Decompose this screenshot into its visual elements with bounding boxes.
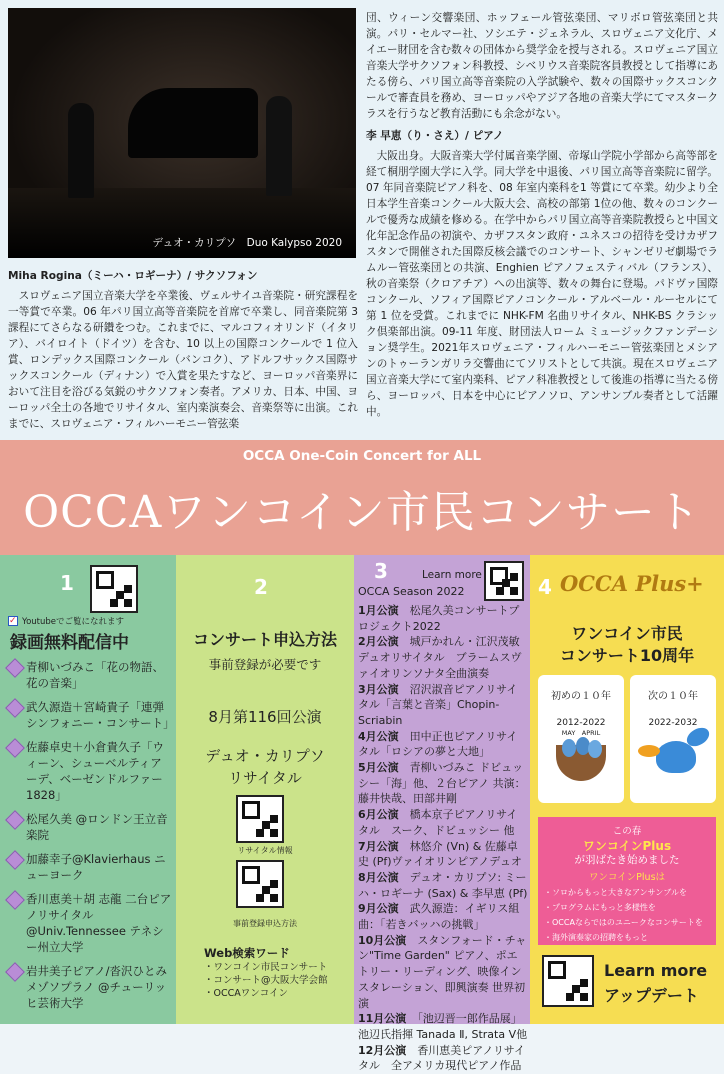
photo-caption: デュオ・カリプソ Duo Kalypso 2020 bbox=[152, 237, 342, 249]
list-item[interactable]: 武久源造＋宮崎貴子「連弾シンフォニー・コンサート」 bbox=[8, 699, 172, 731]
qr-code[interactable] bbox=[484, 561, 524, 601]
event-item bbox=[358, 933, 528, 1012]
event-text: 田中正也ピアノリサイタル「ロシアの夢と大地」 bbox=[358, 729, 518, 759]
event-text: デュオ・カリプソ: ミーハ・ロギーナ (Sax) & 李早恵 (Pf) bbox=[358, 870, 528, 900]
qr-label-registration: 事前登録申込方法 bbox=[233, 919, 297, 928]
event-month: 12月公演 bbox=[358, 1043, 407, 1057]
panel-number: 2 bbox=[254, 575, 268, 599]
list-item[interactable]: 松尾久美 @ロンドン王立音楽院 bbox=[8, 811, 172, 843]
panel-number: 1 bbox=[60, 571, 74, 595]
event-month: 2月公演 bbox=[358, 635, 399, 649]
first-decade-months: MAY APRIL bbox=[561, 729, 601, 737]
first-decade-label: 初めの１０年 bbox=[551, 691, 611, 702]
nest-eggs-icon bbox=[556, 745, 606, 781]
panel-number: 4 bbox=[538, 575, 552, 599]
qr-code-recital[interactable] bbox=[236, 795, 284, 843]
event-month: 7月公演 bbox=[358, 839, 399, 853]
concert-number: 8月第116回公演 bbox=[208, 708, 322, 726]
plus-bullet: ・プログラムにもっと多様性を bbox=[544, 903, 656, 912]
next-decade-label: 次の１０年 bbox=[648, 691, 698, 702]
qr-code-registration[interactable] bbox=[236, 860, 284, 908]
event-text: 林悠介 (Vn) & 佐藤卓史 (Pf)ヴァイオリンピアノデュオ bbox=[358, 839, 522, 869]
right-column bbox=[366, 10, 718, 420]
plus-announcement bbox=[538, 817, 716, 945]
event-item bbox=[358, 760, 528, 807]
learn-more-label[interactable]: Learn more bbox=[422, 569, 482, 581]
event-text: 沼沢淑音ピアノリサイタル「言葉と音楽」Chopin-Scriabin bbox=[358, 682, 518, 727]
search-term: ・ワンコイン市民コンサート bbox=[204, 962, 328, 973]
list-item[interactable]: 青柳いづみこ「花の物語、花の音楽」 bbox=[8, 659, 172, 691]
event-text: 城戸かれん・江沢茂敏デュオリサイタル ブラームスヴァイオリンソナタ全曲演奏 bbox=[358, 635, 522, 680]
panel-application bbox=[176, 555, 354, 1024]
panel-occa-plus bbox=[530, 555, 724, 1024]
streaming-title: 録画無料配信中 bbox=[10, 633, 129, 653]
rogina-bio-cont: 団、ウィーン交響楽団、ホッフェール管弦楽団、マリボロ管弦楽団と共演。パリ・セルマー社、ソシエテ・ジェネラル、スロヴェニア文化庁、メイエー財団を含む数々の団体から奨学金を授与される。スロヴェニア国立音楽大学サクソフォン科教授、シベリウス音楽院客員教授として指導にあたる傍ら、パリ国立高等音楽院の入学試験や、数々の国際サックスコンクールで審査員を務め、ヨーロッパやアジア各地の音楽大学にてマスタークラスを行うなど教育活動にも余念がない。 bbox=[366, 12, 718, 120]
event-month: 5月公演 bbox=[358, 761, 399, 775]
list-item[interactable]: 加藤幸子@Klavierhaus ニューヨーク bbox=[8, 851, 172, 883]
list-item[interactable]: 香川恵美＋胡 志龍 二台ピアノリサイタル @Univ.Tennessee テネシー州立大学 bbox=[8, 891, 172, 955]
next-decade-box bbox=[630, 675, 716, 803]
recital-title-1: デュオ・カリプソ bbox=[205, 747, 325, 765]
event-item bbox=[358, 870, 528, 901]
title-band bbox=[0, 440, 724, 555]
event-list bbox=[358, 603, 528, 1074]
panel-number: 3 bbox=[374, 559, 388, 583]
anniversary-title-2: コンサート10周年 bbox=[559, 646, 695, 665]
plus-subtitle: ワンコインPlusは bbox=[588, 872, 666, 883]
rogina-bio: スロヴェニア国立音楽大学を卒業後、ヴェルサイユ音楽院・研究課程を一等賞で卒業。06 年パリ国立高等音楽院を首席で卒業し、同音楽院第 3 課程にてさらなる研鑽をつむ。これまでに、マルコフィオリンド（イタリア）、バイロイト（ドイツ）を含む、10 以上の国際コンクールで 1 位入賞、ロンデックス国際コンクール（バンコク）、アドルフサックス国際サックスコンクール（ディナン）で入賞を果たすなど、ヨーロッパ音楽界において注目を浴びる気鋭のサクソフォン奏者。アメリカ、日本、中国、ヨーロッパ全土の各地でリサイタル、室内楽演奏会、音楽祭等に出演。これまでに、スロヴェニア・フィルハーモニー管弦楽 bbox=[8, 290, 358, 430]
plus-flight: が羽ばたき始めました bbox=[574, 854, 680, 866]
first-decade-years: 2012-2022 bbox=[556, 718, 606, 728]
saxophonist-figure bbox=[266, 96, 292, 196]
event-text: 橋本京子ピアノリサイタル スーク、ドビュッシー 他 bbox=[358, 808, 518, 837]
lee-name: 李 早恵（り・さえ）/ ピアノ bbox=[366, 130, 504, 142]
event-text: 武久源造：イギリス組曲：「若きバッハの挑戦」 bbox=[358, 902, 520, 932]
event-text: 「池辺晋一郎作品展」池辺氏指揮 Tanada Ⅱ, Strata Ⅴ他 bbox=[358, 1012, 528, 1041]
learn-more-label[interactable]: Learn more bbox=[604, 961, 708, 980]
search-term: ・OCCAワンコイン bbox=[204, 988, 288, 999]
event-item bbox=[358, 807, 528, 838]
event-month: 11月公演 bbox=[358, 1012, 407, 1026]
recital-title-2: リサイタル bbox=[228, 769, 302, 787]
recording-list bbox=[8, 659, 175, 1019]
event-item bbox=[358, 634, 528, 681]
panel-streaming bbox=[0, 555, 176, 1024]
update-label: アップデート bbox=[604, 986, 699, 1005]
event-item bbox=[358, 1043, 528, 1074]
event-text: 松尾久美コンサートプロジェクト2022 bbox=[358, 604, 520, 633]
event-item bbox=[358, 1011, 528, 1042]
event-item bbox=[358, 603, 528, 634]
spring-label: この春 bbox=[612, 826, 642, 837]
qr-code[interactable] bbox=[542, 955, 594, 1007]
search-term: ・コンサート@大阪大学会館 bbox=[204, 975, 328, 986]
event-text: 青柳いづみこ ドビュッシー「海」他、２台ピアノ 共演：藤井快哉、田部井剛 bbox=[358, 761, 526, 806]
application-title: コンサート申込方法 bbox=[192, 630, 337, 649]
bird-icon bbox=[656, 741, 696, 773]
piano-image bbox=[128, 88, 258, 158]
checkbox-icon: ✓ bbox=[9, 616, 17, 626]
qr-label-recital: リサイタル情報 bbox=[237, 846, 293, 855]
plus-bullet: ・海外演奏家の招聘をもっと bbox=[544, 933, 648, 942]
plus-bullet: ・OCCAならではのユニークなコンサートを bbox=[544, 918, 703, 927]
list-item[interactable]: 佐藤卓史＋小倉貴久子「ウィーン、シューベルティアーデ、ベーゼンドルファー1828」 bbox=[8, 739, 172, 803]
top-section bbox=[0, 0, 724, 440]
anniversary-title-1: ワンコイン市民 bbox=[571, 624, 683, 643]
event-month: 3月公演 bbox=[358, 682, 399, 696]
occa-plus-logo: OCCA Plus+ bbox=[560, 571, 704, 596]
event-text: スタンフォード・チャン"Time Garden" ピアノ、ポエトリー・リーディング、映像インスタレーション、即興演奏 世界初演 bbox=[358, 933, 527, 1010]
event-item bbox=[358, 682, 528, 729]
panel-season bbox=[354, 555, 530, 1073]
event-month: 4月公演 bbox=[358, 729, 399, 743]
event-text: 香川恵美ピアノリサイタル 全アメリカ現代ピアノ作品 bbox=[358, 1043, 526, 1073]
next-decade-years: 2022-2032 bbox=[648, 718, 698, 728]
registration-note: 事前登録が必要です bbox=[208, 657, 322, 672]
duo-photo bbox=[8, 8, 356, 258]
lee-bio: 大阪出身。大阪音楽大学付属音楽学園、帝塚山学院小学部から高等部を経て桐朋学園大学に入学。同大学を中退後、パリ国立高等音楽院に留学。07 年同音楽院ピアノ科を、08 年室内楽科を1 等賞にて卒業。幼少より全日本学生音楽コンクール大阪大会、高校の部第 1位の他、数々のコンクールで優秀な成績を修める。在学中からパリ国立高等音楽院教授らと中国文化年記念作品の初演や、カザフスタン政府・ユネスコの招待を受けカザフスタンで開催された国際反核会議でのコンサート、シャンゼリゼ劇場でラムルー管弦楽団との共演、Enghien ピアノフェスティバル（フランス）、秋の音楽祭（クロアチア）への出演等、数々の舞台に登場。パドヴァ国際コンクール、ソフィア国際ピアノコンクール・アルベール・ルーセルにて第 1 位を受賞。これまでに NHK-FM 名曲リサイタル、NHK-BS クラシック倶楽部出演。09-11 年度、財団法人ローム ミュージックファンデーション奨学生。2021年スロヴェニア・フィルハーモニー管弦楽団とメシアンのトゥーランガリラ交響曲にてソリストとして共演。現在スロヴェニア国立音楽大学にて室内楽科、ピアノ科准教授として後進の指導に当たる傍ら、ヨーロッパ、日本を中心にピアノソロ、アンサンブル奏者として活躍中。 bbox=[366, 150, 718, 418]
event-item bbox=[358, 729, 528, 760]
plus-bullet: ・ソロからもっと大きなアンサンブルを bbox=[544, 888, 687, 897]
event-month: 8月公演 bbox=[358, 870, 399, 884]
pianist-figure bbox=[68, 103, 94, 198]
band-title: OCCAワンコイン市民コンサート bbox=[23, 487, 701, 538]
event-month: 9月公演 bbox=[358, 902, 399, 916]
youtube-note: Youtubeでご覧になれます bbox=[22, 617, 124, 627]
plus-title: ワンコインPlus bbox=[582, 839, 672, 853]
web-search-title: Web検索ワード bbox=[204, 946, 290, 960]
left-column bbox=[8, 262, 358, 432]
first-decade-box bbox=[538, 675, 624, 803]
list-item[interactable]: 岩井美子ピアノ/沓沢ひとみメゾソプラノ @チューリッヒ芸術大学 bbox=[8, 963, 172, 1011]
event-item bbox=[358, 901, 528, 932]
rogina-name: Miha Rogina（ミーハ・ロギーナ）/ サクソフォン bbox=[8, 270, 258, 282]
qr-code[interactable] bbox=[90, 565, 138, 613]
event-month: 6月公演 bbox=[358, 808, 399, 822]
event-item bbox=[358, 839, 528, 870]
band-subtitle: OCCA One-Coin Concert for ALL bbox=[242, 448, 482, 464]
event-month: 1月公演 bbox=[358, 604, 399, 617]
event-month: 10月公演 bbox=[358, 933, 407, 947]
season-title: OCCA Season 2022 bbox=[358, 585, 465, 598]
